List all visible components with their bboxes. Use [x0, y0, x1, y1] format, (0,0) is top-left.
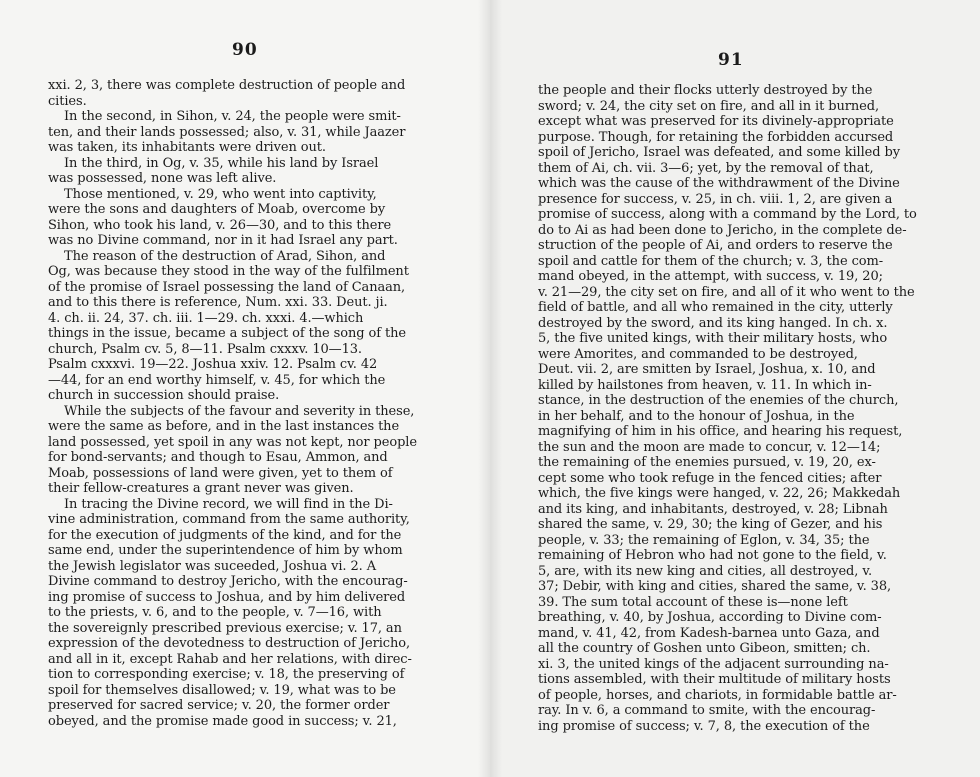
text-line: their fellow-creatures a grant never was given. [48, 481, 354, 496]
text-line: all the country of Goshen unto Gibeon, smitten; ch. [538, 641, 871, 656]
text-line: and its king, and inhabitants, destroyed, v. 28; Libnah [538, 501, 888, 517]
text-line: —44, for an end worthy himself, v. 45, for which the [48, 372, 386, 388]
text-line: things in the issue, became a subject of the song of the [48, 326, 406, 341]
text-line: spoil for themselves disallowed; v. 19, what was to be [48, 682, 396, 698]
text-line: people, v. 33; the remaining of Eglon, v. 34, 35; the [538, 532, 870, 548]
text-line: was possessed, none was left alive. [48, 171, 277, 186]
text-line: which was the cause of the withdrawment of the Divine [538, 176, 900, 191]
text-line: and all in it, except Rahab and her relations, with direc- [48, 651, 412, 667]
right-page-body [538, 83, 938, 734]
text-line: tion to corresponding exercise; v. 18, the preserving of [48, 667, 405, 682]
text-line: land possessed, yet spoil in any was not kept, nor people [48, 434, 417, 450]
text-line: mand obeyed, in the attempt, with success, v. 19, 20; [538, 269, 883, 284]
text-line: obeyed, and the promise made good in success; v. 21, [48, 713, 397, 729]
text-line: Moab, possessions of land were given, yet to them of [48, 465, 393, 481]
text-line: Psalm cxxxvi. 19—22. Joshua xxiv. 12. Psalm cv. 42 [48, 357, 378, 372]
text-line: struction of the people of Ai, and orders to reserve the [538, 238, 893, 253]
text-line: do to Ai as had been done to Jericho, in the complete de- [538, 222, 907, 238]
text-line: except what was preserved for its divinely-appropriate [538, 114, 894, 129]
text-line: them of Ai, ch. vii. 3—6; yet, by the removal of that, [538, 160, 874, 176]
text-line: ten, and their lands possessed; also, v. 31, while Jaazer [48, 124, 406, 140]
text-line: The reason of the destruction of Arad, Sihon, and [64, 248, 386, 264]
text-line: v. 21—29, the city set on fire, and all of it who went to the [538, 284, 915, 300]
text-line: for the execution of judgments of the kind, and for the [48, 527, 402, 543]
text-line: In the second, in Sihon, v. 24, the people were smit- [64, 109, 401, 124]
text-line: breathing, v. 40, by Joshua, according to Divine com- [538, 610, 882, 625]
text-line: in her behalf, and to the honour of Joshua, in the [538, 408, 855, 424]
text-line: ing promise of success to Joshua, and by him delivered [48, 589, 406, 605]
book-gutter [478, 0, 502, 777]
text-line: were the same as before, and in the last instances the [48, 419, 400, 434]
text-line: Those mentioned, v. 29, who went into captivity, [64, 186, 377, 202]
text-line: remaining of Hebron who had not gone to the field, v. [538, 548, 887, 563]
text-line: Deut. vii. 2, are smitten by Israel, Joshua, x. 10, and [538, 362, 876, 377]
left-page-number: 90 [232, 40, 258, 60]
text-line: cities. [48, 93, 87, 109]
text-line: In the third, in Og, v. 35, while his land by Israel [64, 155, 379, 171]
text-line: Og, was because they stood in the way of the fulfilment [48, 264, 409, 279]
left-page-body [48, 78, 448, 729]
text-line: 5, the five united kings, with their military hosts, who [538, 331, 888, 346]
text-line: 37; Debir, with king and cities, shared the same, v. 38, [538, 579, 892, 594]
text-line: xi. 3, the united kings of the adjacent surrounding na- [538, 656, 889, 672]
text-line: ray. In v. 6, a command to smite, with the encourag- [538, 703, 876, 718]
text-line: for bond-servants; and though to Esau, Ammon, and [48, 450, 388, 465]
text-line: 5, are, with its new king and cities, all destroyed, v. [538, 563, 873, 579]
text-line: ing promise of success; v. 7, 8, the execution of the [538, 718, 870, 734]
text-line: the people and their flocks utterly destroyed by the [538, 83, 873, 98]
text-line: killed by hailstones from heaven, v. 11. In which in- [538, 377, 872, 393]
text-line: promise of success, along with a command by the Lord, to [538, 207, 917, 222]
text-line: of the promise of Israel possessing the land of Canaan, [48, 279, 406, 295]
text-line: Divine command to destroy Jericho, with the encourag- [48, 574, 408, 589]
text-line: field of battle, and all who remained in the city, utterly [538, 300, 893, 315]
right-page [490, 0, 980, 777]
text-line: spoil and cattle for them of the church; v. 3, the com- [538, 253, 883, 269]
text-line: presence for success, v. 25, in ch. viii. 1, 2, are given a [538, 191, 893, 207]
text-line: were the sons and daughters of Moab, overcome by [48, 202, 386, 217]
text-line: tions assembled, with their multitude of military hosts [538, 672, 891, 687]
text-line: was no Divine command, nor in it had Israel any part. [48, 233, 398, 248]
text-line: of people, horses, and chariots, in formidable battle ar- [538, 687, 897, 703]
text-line: xxi. 2, 3, there was complete destruction of people and [48, 78, 406, 93]
text-line: to the priests, v. 6, and to the people, v. 7—16, with [48, 605, 382, 620]
text-line: the sovereignly prescribed previous exercise; v. 17, an [48, 620, 402, 636]
text-line: the Jewish legislator was suceeded, Joshua vi. 2. A [48, 558, 377, 574]
text-line: Sihon, who took his land, v. 26—30, and to this there [48, 217, 392, 233]
text-line: sword; v. 24, the city set on fire, and all in it burned, [538, 98, 879, 114]
text-line: was taken, its inhabitants were driven out. [48, 140, 326, 155]
right-page-number: 91 [718, 50, 744, 70]
text-line: cept some who took refuge in the fenced cities; after [538, 470, 882, 486]
text-line: vine administration, command from the same authority, [48, 512, 410, 527]
text-line: In tracing the Divine record, we will find in the Di- [64, 496, 393, 512]
text-line: were Amorites, and commanded to be destroyed, [538, 346, 858, 362]
text-line: destroyed by the sword, and its king hanged. In ch. x. [538, 315, 888, 331]
text-line: spoil of Jericho, Israel was defeated, and some killed by [538, 145, 900, 160]
text-line: church, Psalm cv. 5, 8—11. Psalm cxxxv. 10—13. [48, 341, 362, 357]
text-line: magnifying of him in his office, and hearing his request, [538, 424, 903, 439]
text-line: stance, in the destruction of the enemies of the church, [538, 393, 899, 408]
text-line: mand, v. 41, 42, from Kadesh-barnea unto Gaza, and [538, 625, 880, 641]
text-line: same end, under the superintendence of him by whom [48, 543, 403, 558]
text-line: the remaining of the enemies pursued, v. 19, 20, ex- [538, 455, 876, 470]
text-line: 39. The sum total account of these is—none left [538, 594, 848, 610]
text-line: purpose. Though, for retaining the forbidden accursed [538, 129, 894, 145]
text-line: preserved for sacred service; v. 20, the former order [48, 698, 390, 713]
text-line: expression of the devotedness to destruction of Jericho, [48, 636, 410, 651]
text-line: shared the same, v. 29, 30; the king of Gezer, and his [538, 517, 883, 532]
text-line: 4. ch. ii. 24, 37. ch. iii. 1—29. ch. xxxi. 4.—which [48, 310, 364, 326]
text-line: which, the five kings were hanged, v. 22, 26; Makkedah [538, 486, 901, 501]
text-line: While the subjects of the favour and severity in these, [64, 403, 415, 419]
text-line: the sun and the moon are made to concur, v. 12—14; [538, 439, 881, 455]
text-line: and to this there is reference, Num. xxi. 33. Deut. ji. [48, 295, 388, 310]
text-line: church in succession should praise. [48, 388, 280, 403]
